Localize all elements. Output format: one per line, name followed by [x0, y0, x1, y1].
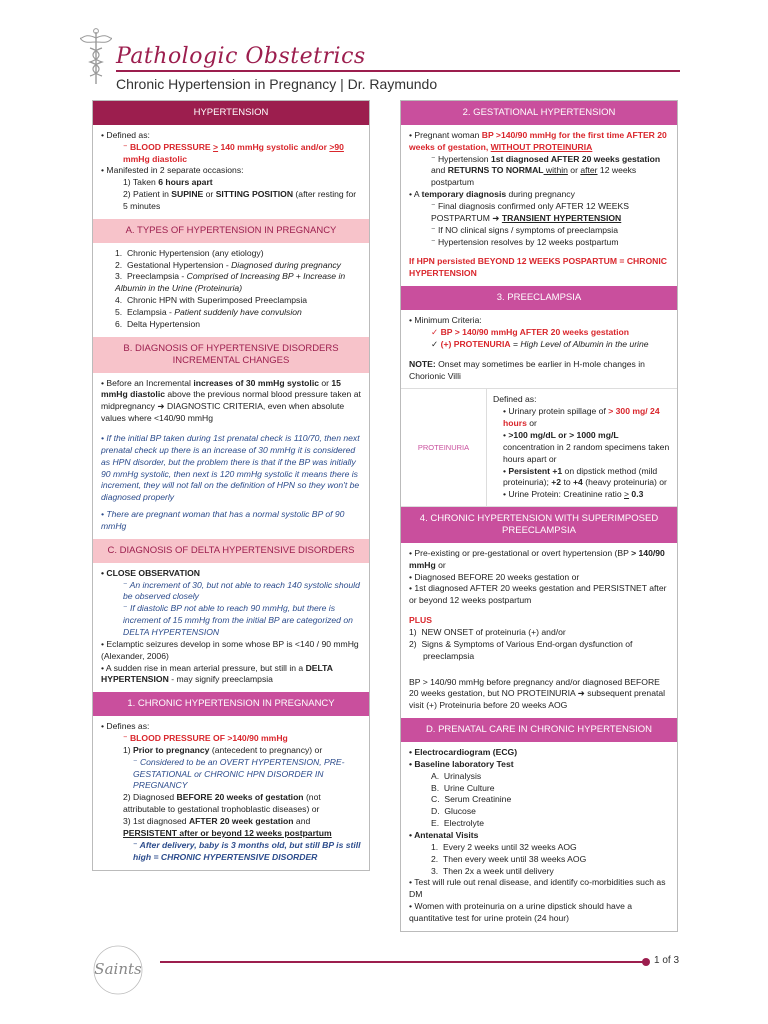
section-header-delta: C. DIAGNOSIS OF DELTA HYPERTENSIVE DISORDERS	[93, 539, 369, 563]
section-header-chronic: 1. CHRONIC HYPERTENSION IN PREGNANCY	[93, 692, 369, 716]
list-item: 2. Then every week until 38 weeks AOG	[431, 853, 587, 864]
list-item: D. Glucose	[431, 806, 476, 817]
check-icon: ✓	[431, 338, 439, 349]
proteinuria-label: PROTEINURIA	[401, 389, 487, 506]
list-item: 3. Then 2x a week until delivery	[431, 865, 554, 876]
right-column	[400, 100, 678, 932]
caduceus-icon	[80, 26, 112, 86]
section-header-prenatal: D. PRENATAL CARE IN CHRONIC HYPERTENSION	[401, 718, 677, 742]
left-column	[92, 100, 370, 871]
section-superimposed: • Pre-existing or pre-gestational or overt hypertension (BP > 140/90 mmHg or • Diagnosed BEFORE 20 weeks gestation or • 1st diagnosed AFTER 20 weeks gestation and PERSISTNET after or beyond 12 weeks postpartum PLUS 1) NEW ONSET of proteinuria (+) and/or 2) Signs & Symptoms of Various End-organ dysfunction of preeclampsia BP > 140/90 mmHg before pregnancy and/or diagnosed BEFORE 20 weeks gestation, but NO PROTEINURIA ➜ subsequent prenatal visit (+) Proteinuria before 20 weeks AOG	[409, 547, 667, 711]
list-item: C. Serum Creatinine	[431, 794, 512, 805]
section-header-hypertension: HYPERTENSION	[93, 101, 369, 125]
section-header-types: A. TYPES OF HYPERTENSION IN PREGNANCY	[93, 219, 369, 243]
list-item: 2. Gestational Hypertension - Diagnosed during pregnancy	[115, 259, 341, 270]
section-preeclampsia: • Minimum Criteria: ✓ BP > 140/90 mmHg AFTER 20 weeks gestation ✓ (+) PROTENURIA = High Level of Albumin in the urine NOTE: Onset may sometimes be earlier in H-mole changes in Chorionic Villi	[409, 315, 649, 381]
page-header	[80, 18, 680, 98]
logo-text: Saints	[94, 960, 142, 978]
check-icon: ✓	[431, 326, 439, 337]
saints-logo	[82, 944, 154, 996]
list-item: E. Electrolyte	[431, 818, 485, 829]
section-delta: • CLOSE OBSERVATION ⁻ An increment of 30, but not able to reach 140 systolic should be observed closely ⁻ If diastolic BP not able to reach 90 mmHg, but there is increment of 15 mmHg from the initial BP are categorized on DELTA HYPERTENSION • Eclamptic seizures develop in some whose BP is <140 / 90 mmHg (Alexander, 2006) • A sudden rise in mean arterial pressure, but still in a DELTA HYPERTENSION - may signify preeclampsia	[101, 567, 360, 685]
section-header-preeclampsia: 3. PREECLAMPSIA	[401, 286, 677, 310]
section-header-superimposed: 4. CHRONIC HYPERTENSION WITH SUPERIMPOSED PREECLAMPSIA	[401, 507, 677, 543]
list-item: 6. Delta Hypertension	[115, 318, 201, 329]
list-item: B. Urine Culture	[431, 782, 495, 793]
section-gestational: • Pregnant woman BP >140/90 mmHg for the first time AFTER 20 weeks of gestation, WITHOUT PROTEINURIA ⁻ Hypertension 1st diagnosed AFTER 20 weeks gestation and RETURNS TO NORMAL within or after 12 weeks postpartum • A temporary diagnosis during pregnancy ⁻ Final diagnosis confirmed only AFTER 12 WEEKS POSTPARTUM ➜ TRANSIENT HYPERTENSION ⁻ If NO clinical signs / symptoms of preeclampsia ⁻ Hypertension resolves by 12 weeks postpartum If HPN persisted BEYOND 12 WEEKS POSPARTUM = CHRONIC HYPERTENSION	[409, 129, 667, 279]
list-item: 3. Preeclampsia - Comprised of Increasing BP + Increase in Albumin in the Urine (Proteinuria)	[115, 271, 346, 294]
section-types	[93, 243, 369, 337]
section-hypertension: • Defined as: ⁻ BLOOD PRESSURE > 140 mmHg systolic and/or >90 mmHg diastolic • Manifested in 2 separate occasions: 1) Taken 6 hours apart 2) Patient in SUPINE or SITTING POSITION (after resting for 5 minutes	[101, 129, 357, 212]
section-header-gestational: 2. GESTATIONAL HYPERTENSION	[401, 101, 677, 125]
list-item: A. Urinalysis	[431, 770, 482, 781]
footer-dot	[642, 958, 650, 966]
list-item: 1. Every 2 weeks until 32 weeks AOG	[431, 841, 577, 852]
section-chronic: • Defines as: ⁻ BLOOD PRESSURE OF >140/90 mmHg 1) Prior to pregnancy (antecedent to pregnancy) or ⁻ Considered to be an OVERT HYPERTENSION, PRE-GESTATIONAL or CHRONIC HPN DISORDER IN PREGNANCY 2) Diagnosed BEFORE 20 weeks of gestation (not attributable to gestational trophoblastic diseases) or 3) 1st diagnosed AFTER 20 week gestation and PERSISTENT after or beyond 12 weeks postpartum ⁻ After delivery, baby is 3 months old, but still BP is still high = CHRONIC HYPERTENSIVE DISORDER	[101, 721, 361, 862]
page-title: Pathologic Obstetrics	[116, 44, 366, 69]
list-item: 4. Chronic HPN with Superimposed Preeclampsia	[115, 295, 308, 306]
page-subtitle: Chronic Hypertension in Pregnancy | Dr. Raymundo	[116, 76, 438, 92]
proteinuria-table: PROTEINURIA Defined as: • Urinary protein spillage of > 300 mg/ 24 hours or • >100 mg/dL or > 1000 mg/L concentration in 2 random specimens taken hours apart or • Persistent +1 on dipstick method (mild proteinuria); +2 to +4 (heavy proteinuria) or • Urine Protein: Creatinine ratio > 0.3	[401, 388, 677, 507]
page-number: 1 of 3	[654, 955, 680, 966]
footer-divider	[160, 961, 648, 963]
list-item: 1. Chronic Hypertension (any etiology)	[115, 247, 264, 258]
section-prenatal: • Electrocardiogram (ECG) • Baseline laboratory Test A. Urinalysis B. Urine Culture C. Serum Creatinine D. Glucose E. Electrolyte • Antenatal Visits 1. Every 2 weeks until 32 weeks AOG 2. Then every week until 38 weeks AOG 3. Then 2x a week until delivery • Test will rule out renal disease, and identify co-morbidities such as DM • Women with proteinuria on a urine dipstick should have a quantitative test for urine protein (24 hour)	[401, 742, 677, 931]
section-header-diagnosis: B. DIAGNOSIS OF HYPERTENSIVE DISORDERS INCREMENTAL CHANGES	[93, 337, 369, 373]
section-diagnosis: • Before an Incremental increases of 30 mmHg systolic or 15 mmHg diastolic above the previous normal blood pressure taken at midpregnancy ➜ DIAGNOSTIC CRITERIA, even when absolute values where <140/90 mmHg • If the initial BP taken during 1st prenatal check is 110/70, then next prenatal check up there is an increase of 30 mmHg it is considered as HPN disorder, but the problem there is that if the BP was initially 90 mmHg systolic, then next is 120 mmHg systolic it means there is increment, they will not fall on the definition of HPN so they won't be diagnosed properly • There are pregnant woman that has a normal systolic BP of 90 mmHg	[101, 377, 361, 531]
title-divider	[116, 70, 680, 72]
list-item: 5. Eclampsia - Patient suddenly have convulsion	[115, 307, 302, 318]
